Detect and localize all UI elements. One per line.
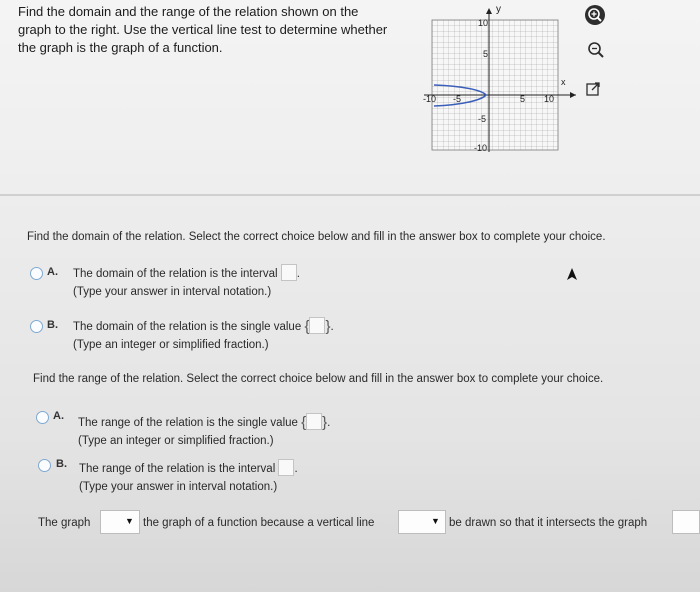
domain-single-value-answer-box[interactable] [309, 317, 325, 334]
range-choice-a-radio[interactable] [36, 411, 49, 424]
range-single-value-answer-box[interactable] [306, 413, 322, 430]
function-test-part1: The graph [38, 517, 91, 529]
domain-choice-b-radio[interactable] [30, 320, 43, 333]
range-choice-b-letter: B. [56, 458, 67, 470]
tick-label-x-5: 5 [520, 94, 526, 104]
range-choice-a-letter: A. [53, 410, 64, 422]
range-choice-a-text: The range of the relation is the single value [78, 417, 298, 429]
graph-grid [432, 20, 558, 150]
tick-label-y-neg10: -10 [474, 143, 488, 153]
is-is-not-dropdown[interactable] [100, 510, 140, 534]
zoom-out-icon[interactable] [586, 40, 606, 60]
domain-choice-a-text: The domain of the relation is the interval [73, 268, 278, 280]
domain-choice-b-hint: (Type an integer or simplified fraction.) [73, 339, 269, 351]
tick-label-x-neg10: -10 [423, 94, 437, 104]
range-choice-b-hint: (Type your answer in interval notation.) [79, 481, 278, 493]
tick-label-x-10: 10 [544, 94, 555, 104]
range-choice-a: The range of the relation is the single value { }. (Type an integer or simplified fraction.) [78, 413, 330, 450]
range-choice-b-text: The range of the relation is the interval [79, 463, 276, 475]
tick-label-y-10: 10 [478, 18, 489, 28]
range-choice-a-hint: (Type an integer or simplified fraction.) [78, 435, 274, 447]
zoom-in-icon[interactable] [584, 4, 606, 26]
range-instruction: Find the range of the relation. Select the correct choice below and fill in the answer box to complete your choice. [33, 373, 604, 385]
range-choice-b-radio[interactable] [38, 459, 51, 472]
y-axis-label: y [496, 4, 501, 15]
dropdown-arrow-icon: ▼ [125, 516, 134, 526]
function-test-part3: be drawn so that it intersects the graph [449, 517, 648, 529]
can-cannot-dropdown[interactable] [398, 510, 446, 534]
range-choice-b: The range of the relation is the interval . (Type your answer in interval notation.) [79, 459, 298, 496]
domain-choice-a-letter: A. [47, 266, 58, 278]
tick-label-y-neg5: -5 [478, 114, 487, 124]
question-line-3: the graph is the graph of a function. [18, 40, 223, 55]
range-interval-answer-box[interactable] [278, 459, 294, 476]
domain-choice-b-text: The domain of the relation is the single value [73, 321, 302, 333]
tick-label-y-5: 5 [483, 49, 489, 59]
dropdown-arrow-icon: ▼ [431, 516, 440, 526]
question-line-1: Find the domain and the range of the relation shown on the [18, 4, 359, 19]
intersection-count-dropdown[interactable] [672, 510, 700, 534]
domain-choice-b: The domain of the relation is the single value { }. (Type an integer or simplified fraction.) [73, 317, 334, 354]
x-axis-label: x [561, 77, 566, 87]
mouse-cursor-icon [566, 268, 578, 282]
question-line-2: graph to the right. Use the vertical line test to determine whether [18, 22, 388, 37]
domain-interval-answer-box[interactable] [281, 264, 297, 281]
x-axis-arrow [570, 92, 576, 98]
relation-graph [420, 2, 580, 162]
y-axis-arrow [486, 8, 492, 14]
domain-instruction: Find the domain of the relation. Select the correct choice below and fill in the answer box to complete your choice. [27, 231, 606, 243]
function-test-part2: the graph of a function because a vertical line [143, 517, 375, 529]
tick-label-x-neg5: -5 [453, 94, 462, 104]
domain-choice-a-radio[interactable] [30, 267, 43, 280]
domain-choice-a-hint: (Type your answer in interval notation.) [73, 286, 272, 298]
question-text [18, 3, 403, 57]
external-link-icon[interactable] [584, 80, 602, 98]
domain-choice-b-letter: B. [47, 319, 58, 331]
domain-choice-a: The domain of the relation is the interval . (Type your answer in interval notation.) [73, 264, 300, 301]
